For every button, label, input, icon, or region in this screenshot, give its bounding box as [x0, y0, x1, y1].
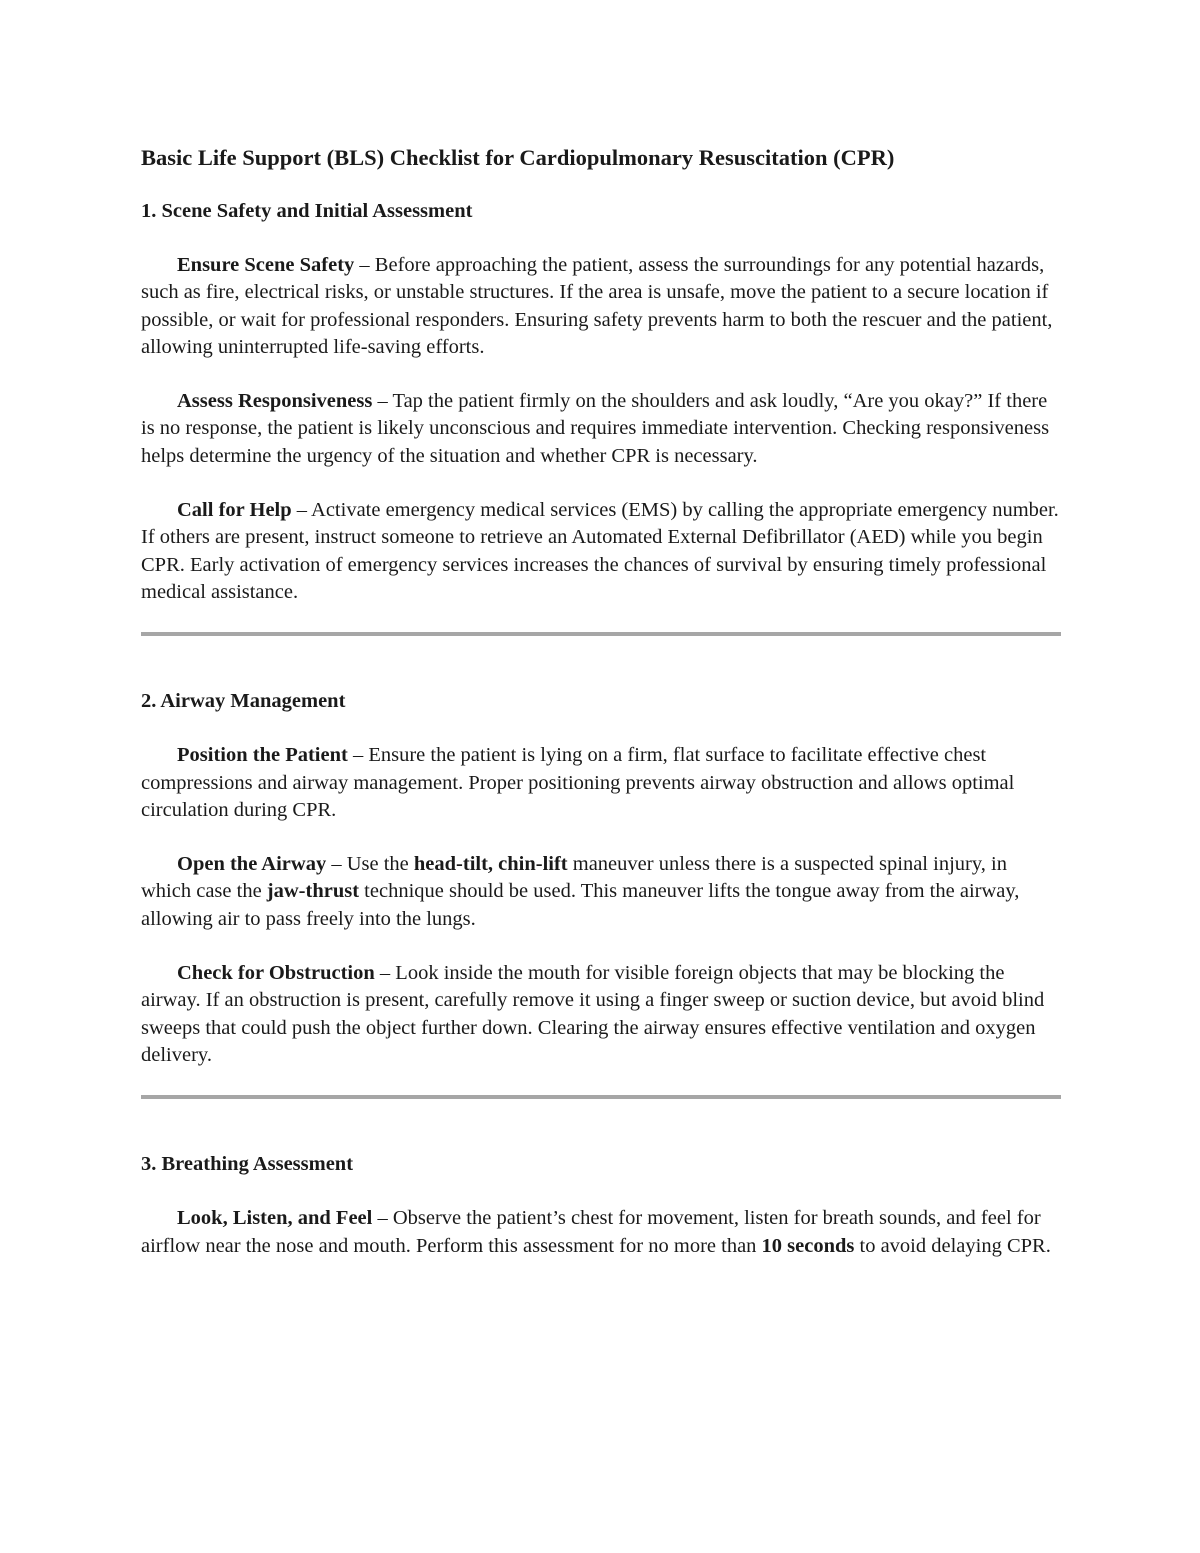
- section-heading-breathing-assessment: 3. Breathing Assessment: [141, 1153, 354, 1176]
- section-heading-airway-management: 2. Airway Management: [141, 690, 346, 713]
- item-body: – Tap the patient firmly on the shoulders and ask loudly, “Are you okay?” If there is no response, the patient is likely unconscious and requires immediate intervention. Checking responsiveness helps determine the urgency of the situation and whether CPR is necessary.: [141, 390, 1050, 467]
- item-term: Open the Airway: [177, 853, 327, 876]
- section-divider: [141, 1095, 1061, 1099]
- item-look-listen-feel: [141, 1205, 1061, 1260]
- item-ensure-scene-safety: [141, 252, 1061, 361]
- item-emphasis: head-tilt, chin-lift: [413, 853, 568, 876]
- document-title: Basic Life Support (BLS) Checklist for Cardiopulmonary Resuscitation (CPR): [141, 145, 895, 170]
- document-page: [141, 140, 1061, 1260]
- item-term: Position the Patient: [177, 744, 348, 767]
- item-term: Check for Obstruction: [177, 962, 375, 985]
- item-body: technique should be used. This maneuver lifts the tongue away from the airway, allowing air to pass freely into the lungs.: [141, 880, 1020, 930]
- item-assess-responsiveness: [141, 388, 1061, 470]
- item-open-the-airway: [141, 851, 1061, 933]
- item-body: – Activate emergency medical services (EMS) by calling the appropriate emergency number. If others are present, instruct someone to retrieve an Automated External Defibrillator (AED) while you begin CPR. Early activation of emergency services increases the chances of survival by ensuring timely professional medical assistance.: [141, 499, 1059, 603]
- section-divider: [141, 632, 1061, 636]
- item-body: – Use the: [326, 853, 414, 876]
- item-term: Assess Responsiveness: [177, 390, 373, 413]
- item-emphasis: 10 seconds: [761, 1234, 855, 1257]
- item-emphasis: jaw-thrust: [266, 880, 360, 903]
- section-heading-scene-safety: 1. Scene Safety and Initial Assessment: [141, 200, 473, 222]
- item-term: Ensure Scene Safety: [177, 254, 355, 276]
- item-position-the-patient: [141, 742, 1061, 824]
- item-term: Look, Listen, and Feel: [177, 1207, 373, 1230]
- item-body: to avoid delaying CPR.: [854, 1234, 1051, 1257]
- item-body: – Look inside the mouth for visible foreign objects that may be blocking the airway. If an obstruction is present, carefully remove it using a finger sweep or suction device, but avoid blind sweeps that could push the object further down. Clearing the airway ensures effective ventilation and oxygen delivery.: [141, 962, 1045, 1066]
- item-call-for-help: [141, 497, 1061, 606]
- item-term: Call for Help: [177, 499, 292, 522]
- item-body: – Observe the patient’s chest for movement, listen for breath sounds, and feel for airflow near the nose and mouth. Perform this assessment for no more than: [141, 1207, 1041, 1257]
- item-body: – Before approaching the patient, assess the surroundings for any potential hazards, such as fire, electrical risks, or unstable structures. If the area is unsafe, move the patient to a secure location if possible, or wait for professional responders. Ensuring safety prevents harm to both the rescuer and the patient, allowing uninterrupted life-saving efforts.: [141, 254, 1053, 358]
- item-body: maneuver unless there is a suspected spinal injury, in which case the: [141, 853, 1007, 903]
- item-body: – Ensure the patient is lying on a firm, flat surface to facilitate effective chest compressions and airway management. Proper positioning prevents airway obstruction and allows optimal circulation during CPR.: [141, 744, 1015, 821]
- item-check-for-obstruction: [141, 960, 1061, 1069]
